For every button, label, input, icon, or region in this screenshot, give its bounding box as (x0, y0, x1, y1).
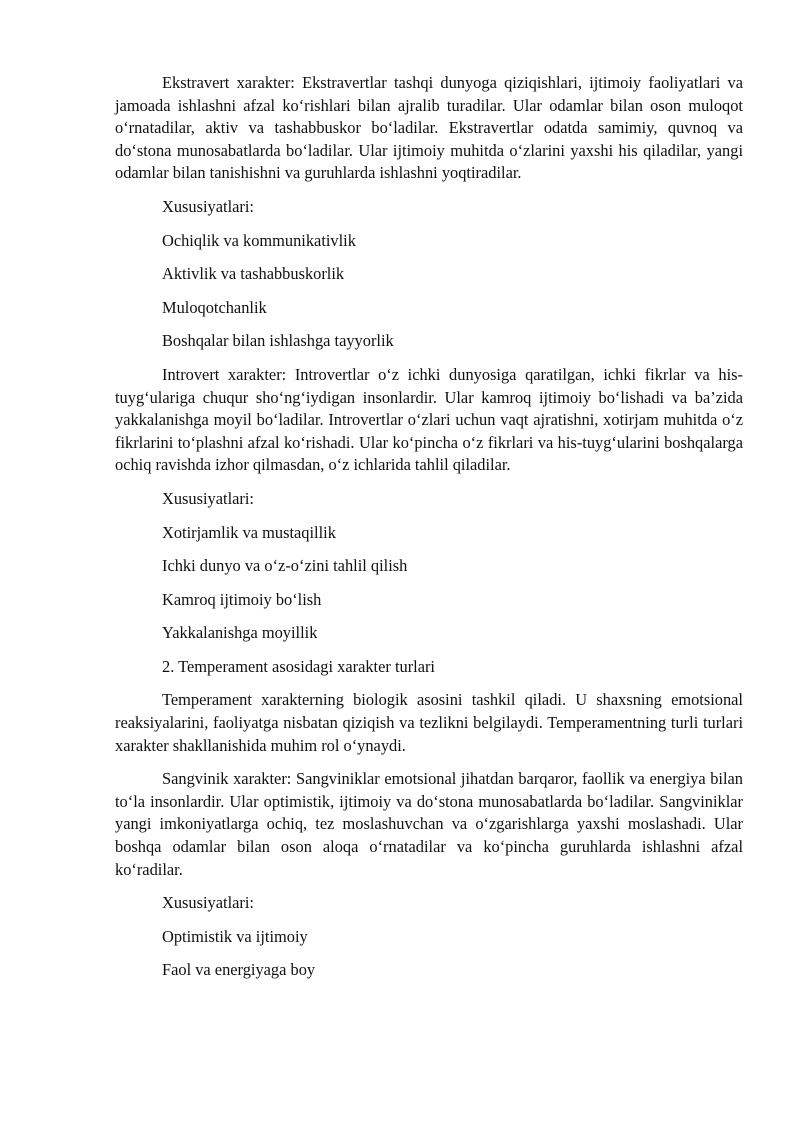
document-page (115, 72, 743, 993)
list-item: Ichki dunyo va o‘z-o‘zini tahlil qilish (162, 556, 408, 576)
list-item: Faol va energiyaga boy (162, 960, 316, 980)
list-item: Yakkalanishga moyillik (162, 623, 318, 643)
list-item: Xususiyatlari: (162, 893, 254, 913)
list-item: Boshqalar bilan ishlashga tayyorlik (162, 331, 394, 351)
paragraph-sangvinik: Sangvinik xarakter: Sangviniklar emotsional jihatdan barqaror, faollik va energiya bilan to‘la insonlardir. Ular optimistik, ijtimoiy va do‘stona munosabatlarda bo‘ladilar. Sangviniklar yangi imkoniyatlarga ochiq, tez moslashuvchan va o‘zgarishlarga yaxshi moslashadi. Ular boshqa odamlar bilan oson aloqa o‘rnatadilar va ko‘pincha guruhlarda ishlashni afzal ko‘radilar. (115, 769, 743, 879)
paragraph-extravert: Ekstravert xarakter: Ekstravertlar tashqi dunyoga qiziqishlari, ijtimoiy faoliyatlari va jamoada ishlashni afzal ko‘rishlari bilan ajralib turadilar. Ular odamlar bilan oson muloqot o‘rnatadilar, aktiv va tashabbuskor bo‘ladilar. Ekstravertlar odatda samimiy, quvnoq va do‘stona munosabatlarda bo‘ladilar. Ular ijtimoiy muhitda o‘zlarini yaxshi his qiladilar, yangi odamlar bilan tanishishni va guruhlarda ishlashni yoqtiradilar. (115, 73, 743, 183)
section-heading: 2. Temperament asosidagi xarakter turlari (162, 656, 435, 676)
paragraph-temperament: Temperament xarakterning biologik asosini tashkil qiladi. U shaxsning emotsional reaksiyalarini, faoliyatga nisbatan qiziqish va tezlikni belgilaydi. Temperamentning turli turlari xarakter shakllanishida muhim rol o‘ynaydi. (115, 690, 743, 755)
list-item: Muloqotchanlik (162, 297, 267, 317)
list-item: Aktivlik va tashabbuskorlik (162, 264, 345, 284)
list-item: Ochiqlik va kommunikativlik (162, 230, 356, 250)
list-item: Optimistik va ijtimoiy (162, 926, 308, 946)
paragraph-introvert: Introvert xarakter: Introvertlar o‘z ichki dunyosiga qaratilgan, ichki fikrlar va his-tuyg‘ulariga chuqur sho‘ng‘iydigan insonlardir. Ular kamroq ijtimoiy bo‘lishadi va ba’zida yakkalanishga moyil bo‘ladilar. Introvertlar o‘zlari uchun vaqt ajratishni, xotirjam muhitda o‘z fikrlarini to‘plashni afzal ko‘rishadi. Ular ko‘pincha o‘z fikrlari va his-tuyg‘ularini boshqalarga ochiq ravishda izhor qilmasdan, o‘z ichlarida tahlil qiladilar. (115, 364, 743, 475)
list-item: Xususiyatlari: (162, 488, 254, 508)
list-item: Xususiyatlari: (162, 196, 254, 216)
list-item: Xotirjamlik va mustaqillik (162, 522, 336, 542)
list-item: Kamroq ijtimoiy bo‘lish (162, 589, 322, 609)
